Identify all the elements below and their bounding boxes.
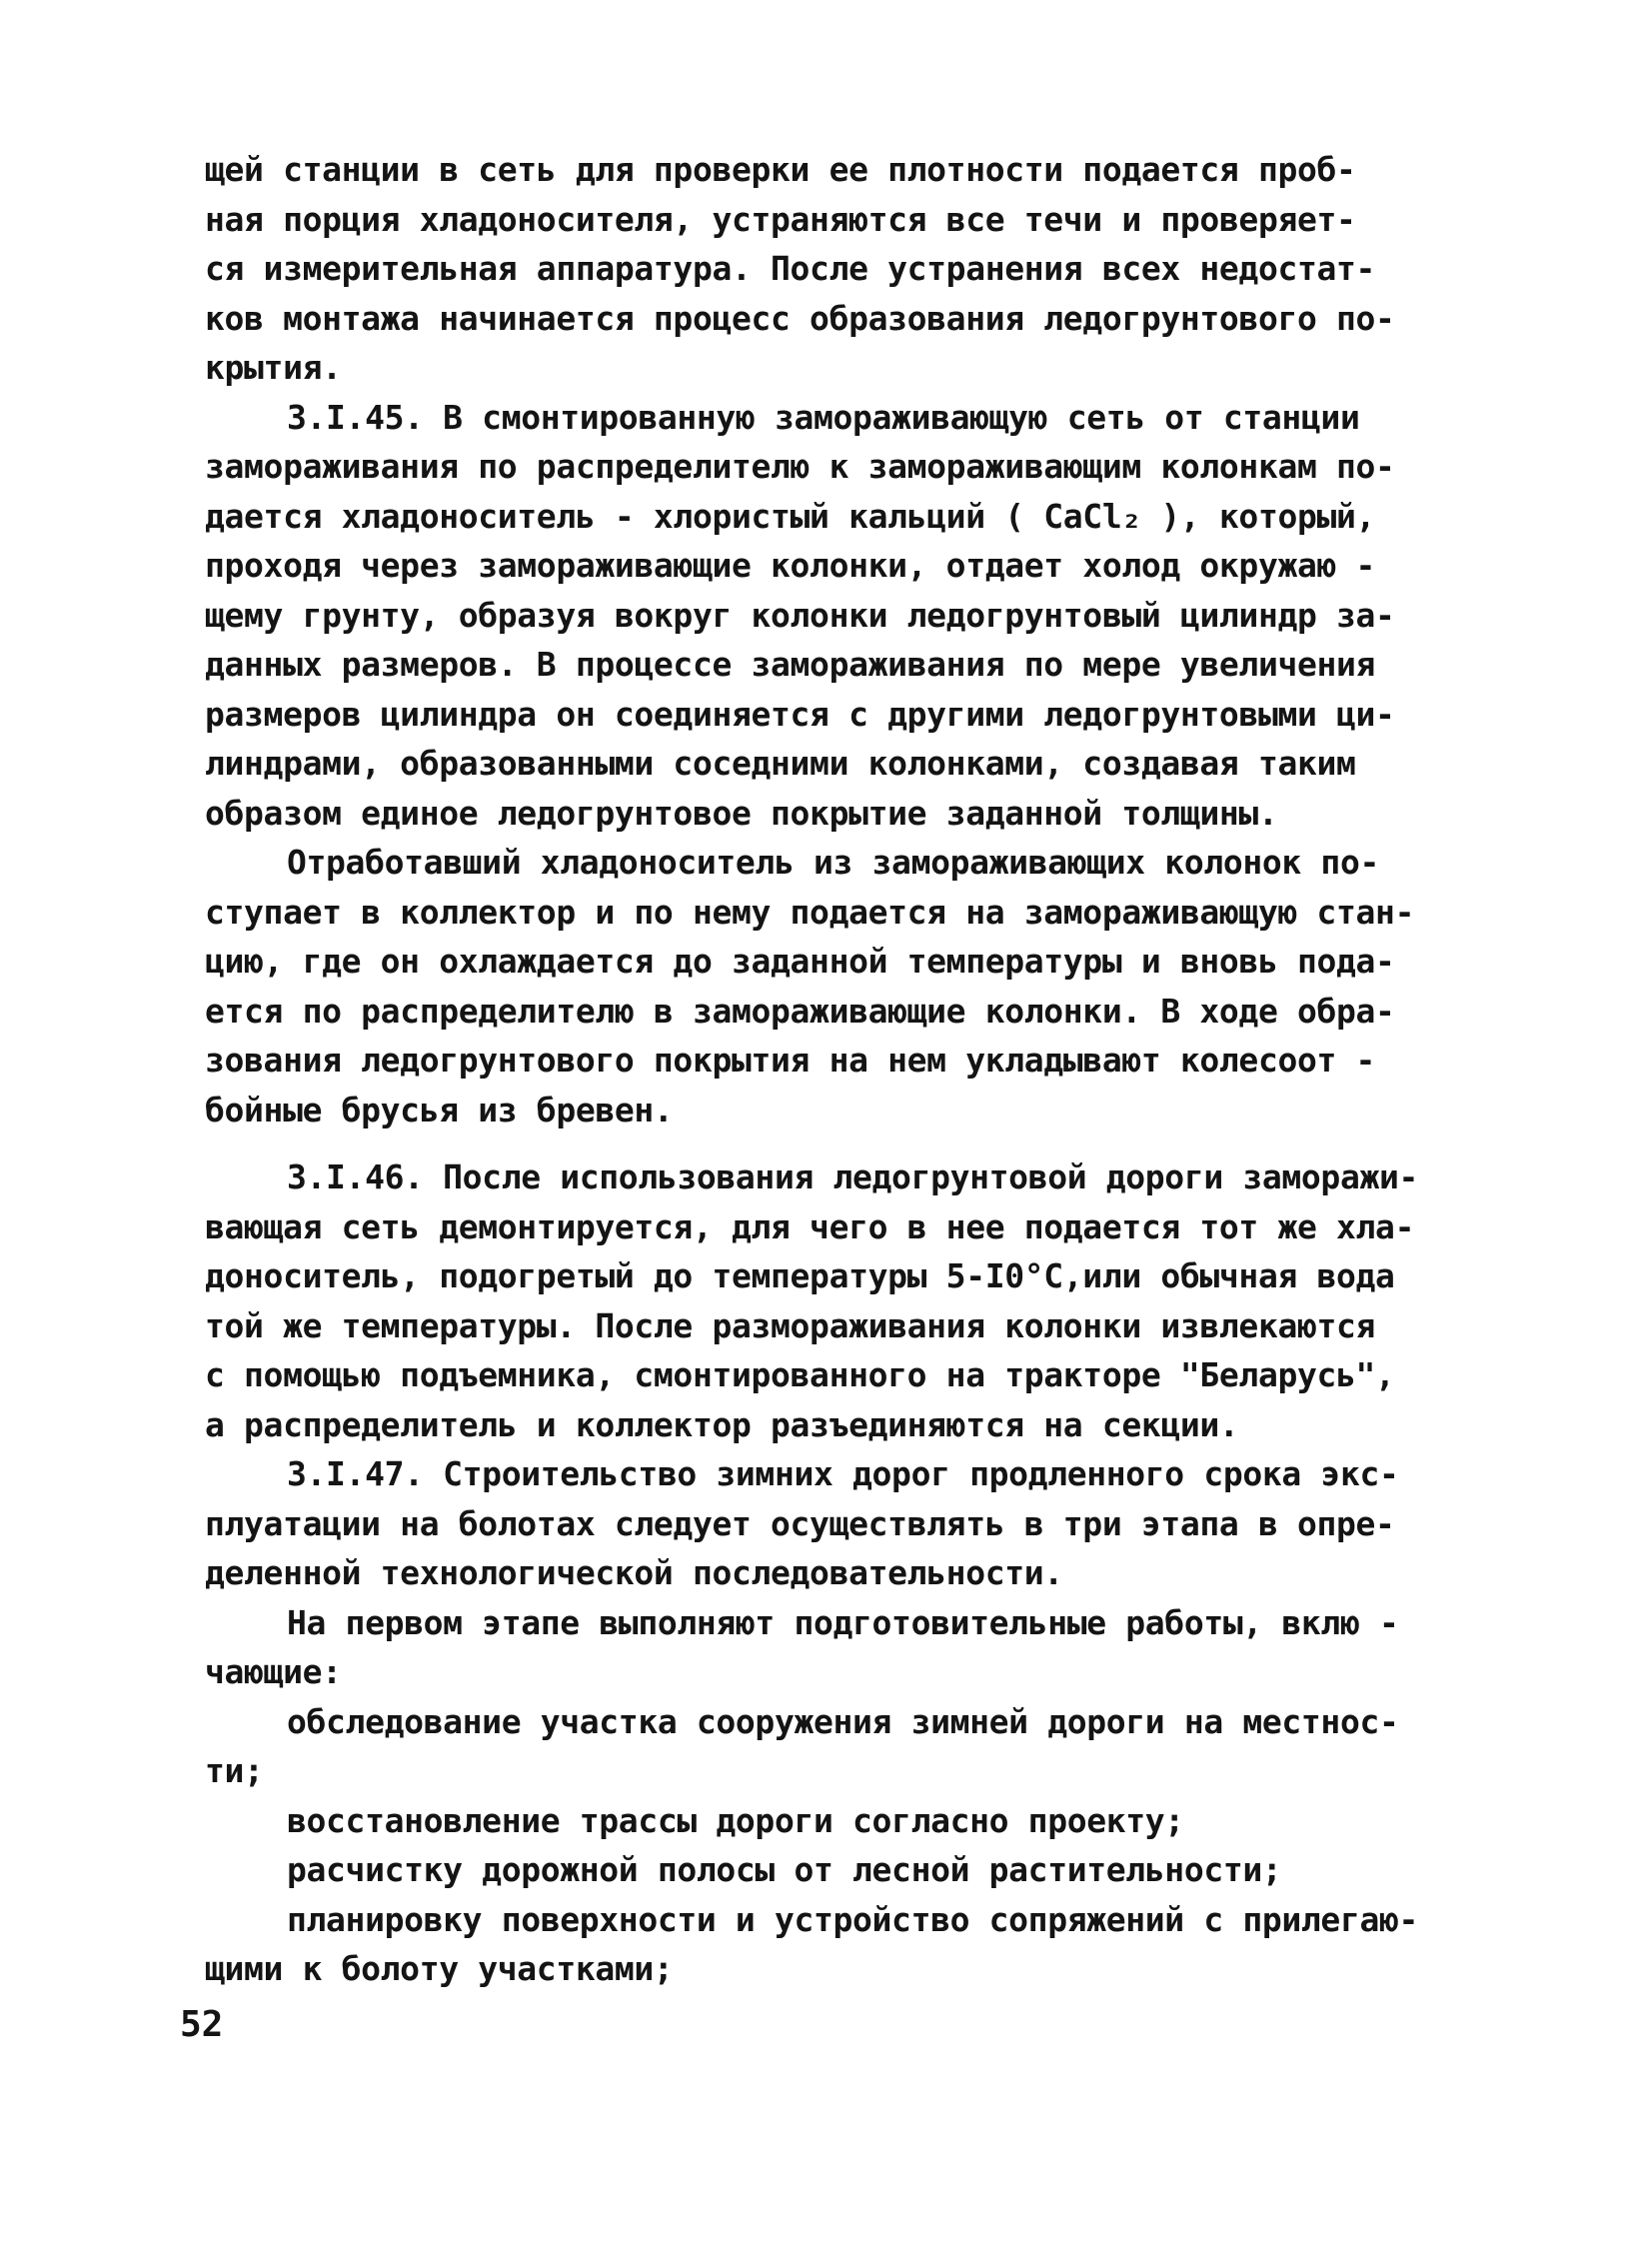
text-line: ти; bbox=[205, 1751, 264, 1790]
text-line: проходя через замораживающие колонки, отдает холод окружаю - bbox=[205, 546, 1376, 585]
text-line: деленной технологической последовательности. bbox=[205, 1553, 1063, 1592]
text-line: бойные брусья из бревен. bbox=[205, 1090, 674, 1129]
paragraph-3-1-47-start: 3.I.47. Строительство зимних дорог продленного срока экс- bbox=[287, 1454, 1399, 1493]
paragraph-3-1-46-start: 3.I.46. После использования ледогрунтовой дороги заморажи- bbox=[287, 1157, 1419, 1196]
text-line: с помощью подъемника, смонтированного на тракторе "Беларусь", bbox=[205, 1355, 1395, 1394]
paragraph-3-1-45-start: 3.I.45. В смонтированную замораживающую сеть от станции bbox=[287, 397, 1360, 437]
body-text bbox=[205, 145, 1479, 1994]
text-line: ется по распределителю в замораживающие колонки. В ходе обра- bbox=[205, 991, 1395, 1031]
text-line: щими к болоту участками; bbox=[205, 1949, 674, 1988]
paragraph-start: На первом этапе выполняют подготовительные работы, вклю - bbox=[287, 1602, 1399, 1642]
text-line: данных размеров. В процессе замораживания по мере увеличения bbox=[205, 645, 1376, 684]
text-line: ков монтажа начинается процесс образования ледогрунтового по- bbox=[205, 298, 1395, 338]
text-line: а распределитель и коллектор разъединяются на секции. bbox=[205, 1404, 1239, 1444]
text-line: образом единое ледогрунтовое покрытие заданной толщины. bbox=[205, 793, 1278, 833]
text-line: плуатации на болотах следует осуществлять в три этапа в опре- bbox=[205, 1503, 1395, 1543]
text-line: ная порция хладоносителя, устраняются все течи и проверяет- bbox=[205, 199, 1356, 239]
text-line: линдрами, образованными соседними колонками, создавая таким bbox=[205, 744, 1356, 783]
text-line: размеров цилиндра он соединяется с другими ледогрунтовыми ци- bbox=[205, 694, 1395, 734]
page-number: 52 bbox=[180, 2004, 224, 2045]
paragraph-start: Отработавший хладоноситель из замораживающих колонок по- bbox=[287, 843, 1379, 882]
text-line: ся измерительная аппаратура. После устранения всех недостат- bbox=[205, 249, 1376, 288]
text-line: дается хладоноситель - хлористый кальций ( CaCl₂ ), который, bbox=[205, 496, 1376, 536]
list-item: планировку поверхности и устройство сопряжений с прилегаю- bbox=[287, 1899, 1419, 1939]
text-line: замораживания по распределителю к замораживающим колонкам по- bbox=[205, 447, 1395, 486]
paragraph-gap bbox=[205, 1134, 1479, 1152]
text-line: щей станции в сеть для проверки ее плотности подается проб- bbox=[205, 150, 1356, 189]
list-item: обследование участка сооружения зимней дороги на местнос- bbox=[287, 1701, 1399, 1741]
text-line: крытия. bbox=[205, 348, 342, 387]
text-line: зования ледогрунтового покрытия на нем укладывают колесоот - bbox=[205, 1041, 1376, 1080]
list-item: расчистку дорожной полосы от лесной растительности; bbox=[287, 1850, 1282, 1889]
text-line: чающие: bbox=[205, 1652, 342, 1691]
text-line: щему грунту, образуя вокруг колонки ледогрунтовый цилиндр за- bbox=[205, 595, 1395, 635]
text-line: той же температуры. После размораживания колонки извлекаются bbox=[205, 1305, 1376, 1345]
text-line: ступает в коллектор и по нему подается на замораживающую стан- bbox=[205, 892, 1415, 932]
list-item: восстановление трассы дороги согласно проекту; bbox=[287, 1800, 1184, 1840]
text-line: доноситель, подогретый до температуры 5-I0°C,или обычная вода bbox=[205, 1256, 1395, 1295]
text-line: вающая сеть демонтируется, для чего в нее подается тот же хла- bbox=[205, 1206, 1415, 1246]
text-line: цию, где он охлаждается до заданной температуры и вновь пода- bbox=[205, 942, 1395, 981]
